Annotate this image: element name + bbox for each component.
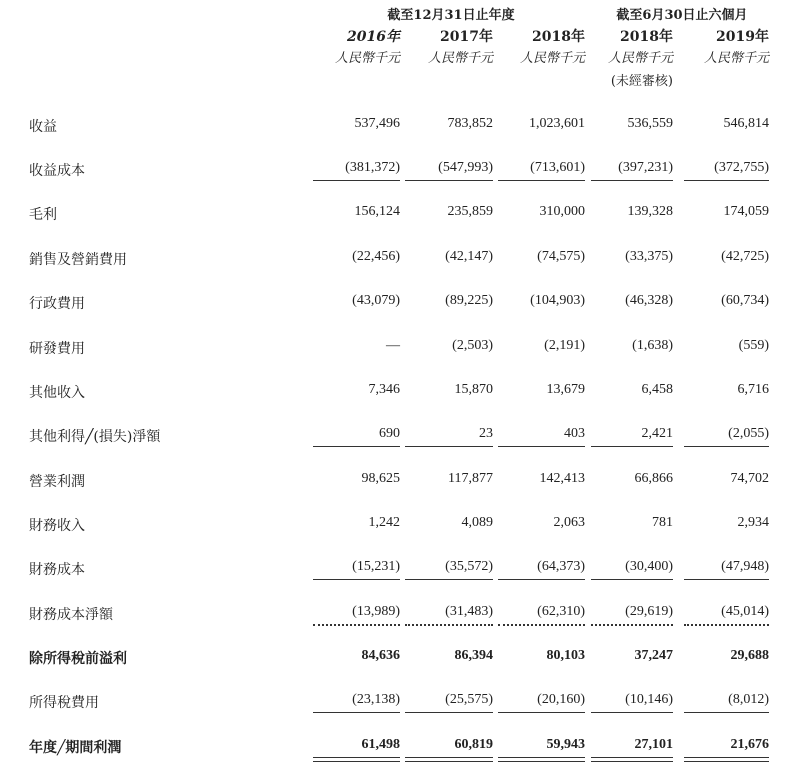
row-label: 行政費用 bbox=[29, 296, 85, 312]
cell-value: (74,575) bbox=[537, 249, 585, 264]
cell-value: (104,903) bbox=[530, 293, 585, 308]
cell-value: 156,124 bbox=[354, 204, 400, 219]
underline bbox=[498, 579, 585, 580]
cell-value: 27,101 bbox=[634, 737, 673, 752]
currency-2018-interim: 人民幣千元 bbox=[607, 51, 673, 66]
cell-value: 1,242 bbox=[368, 515, 400, 530]
currency-2016: 人民幣千元 bbox=[334, 51, 400, 66]
cell-value: 37,247 bbox=[634, 648, 673, 663]
currency-2017: 人民幣千元 bbox=[427, 51, 493, 66]
header-six-months: 截至6月30日止六個月 bbox=[616, 8, 748, 23]
cell-value: (25,575) bbox=[445, 692, 493, 707]
cell-value: 310,000 bbox=[539, 204, 585, 219]
cell-value: 61,498 bbox=[361, 737, 400, 752]
cell-value: (62,310) bbox=[537, 604, 585, 619]
cell-value: (8,012) bbox=[728, 692, 769, 707]
underline bbox=[405, 624, 493, 626]
cell-value: 6,458 bbox=[641, 382, 673, 397]
underline bbox=[684, 446, 769, 447]
cell-value: (381,372) bbox=[345, 160, 400, 175]
cell-value: (31,483) bbox=[445, 604, 493, 619]
cell-value: 2,063 bbox=[553, 515, 585, 530]
year-2018: 2018年 bbox=[532, 29, 585, 45]
cell-value: (397,231) bbox=[618, 160, 673, 175]
row-label: 所得稅費用 bbox=[29, 695, 99, 711]
cell-value: 536,559 bbox=[627, 116, 673, 131]
cell-value: 59,943 bbox=[546, 737, 585, 752]
cell-value: 84,636 bbox=[361, 648, 400, 663]
cell-value: (2,055) bbox=[728, 426, 769, 441]
cell-value: (2,503) bbox=[452, 338, 493, 353]
cell-value: 66,866 bbox=[634, 471, 673, 486]
underline bbox=[498, 757, 585, 762]
cell-value: 4,089 bbox=[461, 515, 493, 530]
cell-value: (13,989) bbox=[352, 604, 400, 619]
row-label: 財務收入 bbox=[29, 518, 85, 534]
cell-value: (547,993) bbox=[438, 160, 493, 175]
cell-value: (42,147) bbox=[445, 249, 493, 264]
underline bbox=[591, 757, 673, 762]
underline bbox=[405, 757, 493, 762]
underline bbox=[498, 180, 585, 181]
year-2018-interim: 2018年 bbox=[620, 29, 673, 45]
row-label: 收益成本 bbox=[29, 163, 85, 179]
underline bbox=[313, 446, 400, 447]
cell-value: (45,014) bbox=[721, 604, 769, 619]
underline bbox=[405, 712, 493, 713]
underline bbox=[684, 757, 769, 762]
cell-value: 117,877 bbox=[448, 471, 493, 486]
cell-value: (30,400) bbox=[625, 559, 673, 574]
underline bbox=[591, 712, 673, 713]
row-label: 財務成本淨額 bbox=[29, 607, 113, 623]
underline bbox=[498, 624, 585, 626]
underline bbox=[591, 624, 673, 626]
cell-value: (29,619) bbox=[625, 604, 673, 619]
underline bbox=[313, 180, 400, 181]
cell-value: 6,716 bbox=[737, 382, 769, 397]
underline bbox=[498, 446, 585, 447]
cell-value: 13,679 bbox=[546, 382, 585, 397]
cell-value: (64,373) bbox=[537, 559, 585, 574]
underline bbox=[405, 180, 493, 181]
cell-value: 1,023,601 bbox=[529, 116, 585, 131]
currency-2018: 人民幣千元 bbox=[519, 51, 585, 66]
row-label: 研發費用 bbox=[29, 341, 85, 357]
cell-value: (713,601) bbox=[530, 160, 585, 175]
cell-value: (35,572) bbox=[445, 559, 493, 574]
year-2016: 2016年 bbox=[347, 29, 400, 45]
cell-value: (42,725) bbox=[721, 249, 769, 264]
cell-value: (89,225) bbox=[445, 293, 493, 308]
cell-value: (22,456) bbox=[352, 249, 400, 264]
row-label: 其他利得╱(損失)淨額 bbox=[29, 429, 161, 445]
cell-value: 174,059 bbox=[723, 204, 769, 219]
cell-value: 781 bbox=[652, 515, 673, 530]
cell-value: 690 bbox=[379, 426, 400, 441]
underline bbox=[591, 180, 673, 181]
underline bbox=[591, 579, 673, 580]
row-label: 收益 bbox=[29, 119, 57, 135]
cell-value: 139,328 bbox=[627, 204, 673, 219]
cell-value: 403 bbox=[564, 426, 585, 441]
cell-value: 74,702 bbox=[730, 471, 769, 486]
row-label: 銷售及營銷費用 bbox=[29, 252, 127, 268]
underline bbox=[498, 712, 585, 713]
cell-value: 29,688 bbox=[730, 648, 769, 663]
underline bbox=[684, 180, 769, 181]
year-2019-interim: 2019年 bbox=[716, 29, 769, 45]
underline bbox=[405, 446, 493, 447]
cell-value: 98,625 bbox=[361, 471, 400, 486]
cell-value: (43,079) bbox=[352, 293, 400, 308]
cell-value: (1,638) bbox=[632, 338, 673, 353]
underline bbox=[313, 624, 400, 626]
cell-value: 21,676 bbox=[730, 737, 769, 752]
underline bbox=[405, 579, 493, 580]
cell-value: (559) bbox=[738, 338, 769, 353]
underline bbox=[591, 446, 673, 447]
cell-value: (372,755) bbox=[714, 160, 769, 175]
cell-value: 235,859 bbox=[447, 204, 493, 219]
row-label: 營業利潤 bbox=[29, 474, 85, 490]
cell-value: 23 bbox=[479, 426, 493, 441]
row-label: 財務成本 bbox=[29, 562, 85, 578]
cell-value: (2,191) bbox=[544, 338, 585, 353]
cell-value: (20,160) bbox=[537, 692, 585, 707]
cell-value: (47,948) bbox=[721, 559, 769, 574]
underline bbox=[684, 624, 769, 626]
cell-value: (33,375) bbox=[625, 249, 673, 264]
underline bbox=[313, 712, 400, 713]
cell-value: 783,852 bbox=[447, 116, 493, 131]
currency-2019-interim: 人民幣千元 bbox=[703, 51, 769, 66]
row-label: 年度╱期間利潤 bbox=[29, 740, 122, 756]
cell-value: — bbox=[386, 338, 400, 353]
underline bbox=[313, 579, 400, 580]
unaudited-note: (未經審核) bbox=[610, 74, 673, 89]
row-label: 其他收入 bbox=[29, 385, 85, 401]
cell-value: 546,814 bbox=[723, 116, 769, 131]
underline bbox=[313, 757, 400, 762]
cell-value: (10,146) bbox=[625, 692, 673, 707]
cell-value: 2,934 bbox=[737, 515, 769, 530]
underline bbox=[684, 579, 769, 580]
cell-value: (23,138) bbox=[352, 692, 400, 707]
cell-value: 80,103 bbox=[546, 648, 585, 663]
year-2017: 2017年 bbox=[440, 29, 493, 45]
cell-value: 2,421 bbox=[641, 426, 673, 441]
cell-value: 7,346 bbox=[368, 382, 400, 397]
cell-value: 60,819 bbox=[454, 737, 493, 752]
cell-value: 15,870 bbox=[454, 382, 493, 397]
cell-value: 86,394 bbox=[454, 648, 493, 663]
cell-value: (46,328) bbox=[625, 293, 673, 308]
underline bbox=[684, 712, 769, 713]
cell-value: 537,496 bbox=[354, 116, 400, 131]
cell-value: 142,413 bbox=[539, 471, 585, 486]
cell-value: (15,231) bbox=[352, 559, 400, 574]
row-label: 毛利 bbox=[29, 207, 57, 223]
row-label: 除所得稅前溢利 bbox=[29, 651, 127, 667]
header-fiscal-year: 截至12月31日止年度 bbox=[387, 8, 515, 23]
cell-value: (60,734) bbox=[721, 293, 769, 308]
